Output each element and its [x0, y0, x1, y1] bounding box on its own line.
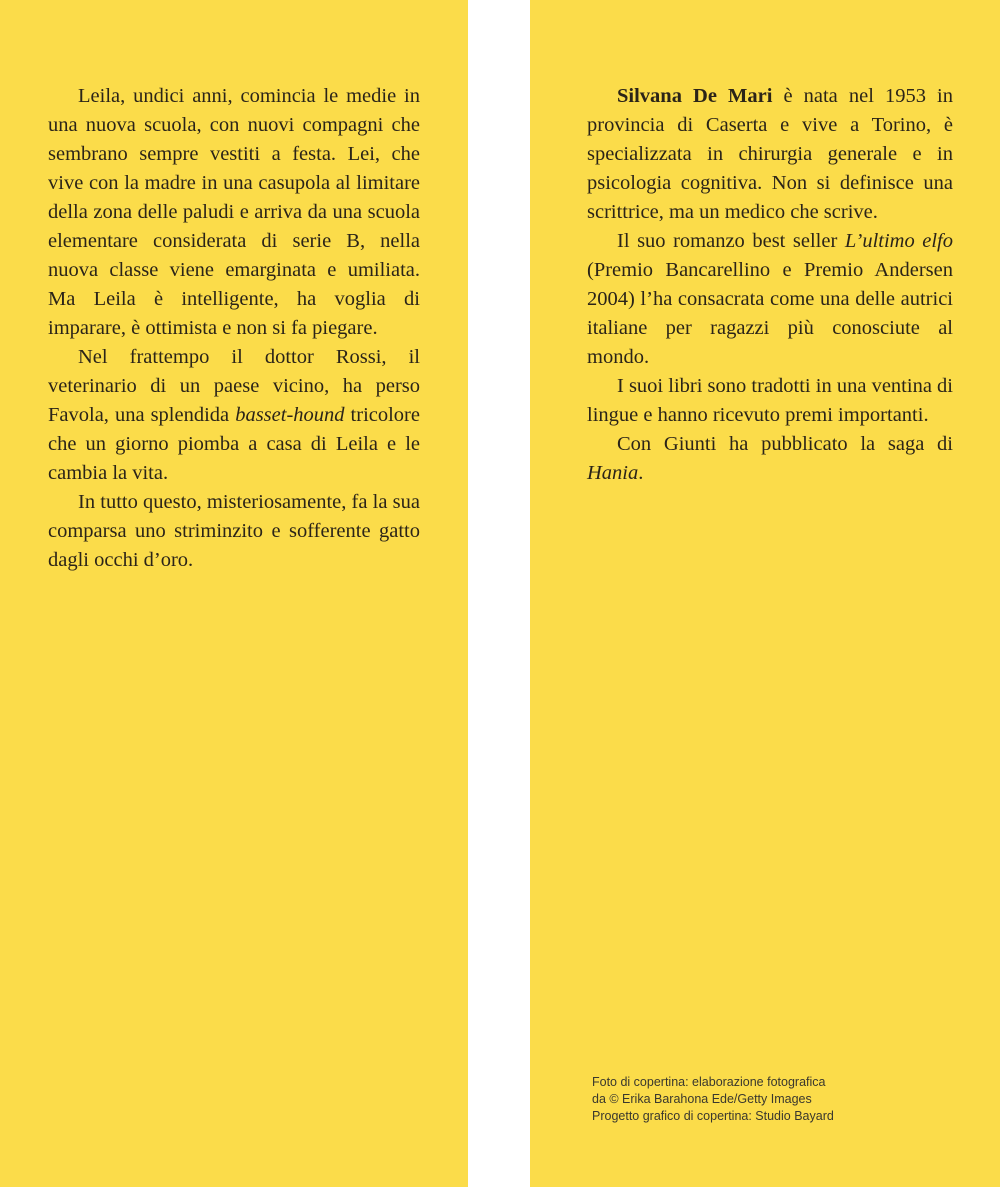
paragraph: Il suo romanzo best seller L’ultimo elfo (Premio Bancarellino e Premio Andersen 2004) l’ha consacrata come una delle autrici italiane per ragazzi più conosciute al mondo.	[587, 230, 953, 368]
paragraph: Nel frattempo il dottor Rossi, il veterinario di un paese vicino, ha perso Favola, una splendida basset-hound tricolore che un giorno piomba a casa di Leila e le cambia la vita.	[48, 346, 420, 484]
paragraph: In tutto questo, misteriosamente, fa la sua comparsa uno striminzito e sofferente gatto dagli occhi d’oro.	[48, 491, 420, 571]
paragraph: Leila, undici anni, comincia le medie in una nuova scuola, con nuovi compagni che sembrano sempre vestiti a festa. Lei, che vive con la madre in una casupola al limitare della zona delle paludi e arriva da una scuola elementare considerata di serie B, nella nuova classe viene emarginata e umiliata. Ma Leila è intelligente, ha voglia di imparare, è ottimista e non si fa piegare.	[48, 85, 420, 339]
book-flap-front	[0, 0, 468, 1187]
book-flap-back	[530, 0, 1000, 1187]
paragraph: Con Giunti ha pubblicato la saga di Hania.	[587, 433, 953, 484]
paragraph: Silvana De Mari è nata nel 1953 in provincia di Caserta e vive a Torino, è specializzata in chirurgia generale e in psicologia cognitiva. Non si definisce una scrittrice, ma un medico che scrive.	[587, 85, 953, 223]
cover-credits	[592, 1074, 932, 1125]
credit-line-photo: Foto di copertina: elaborazione fotografica	[592, 1075, 826, 1089]
paragraph: I suoi libri sono tradotti in una ventina di lingue e hanno ricevuto premi importanti.	[587, 375, 953, 426]
author-bio-text	[587, 82, 953, 488]
synopsis-text	[48, 82, 420, 575]
credit-line-photo-source: da © Erika Barahona Ede/Getty Images	[592, 1092, 812, 1106]
credit-line-design: Progetto grafico di copertina: Studio Bayard	[592, 1109, 834, 1123]
